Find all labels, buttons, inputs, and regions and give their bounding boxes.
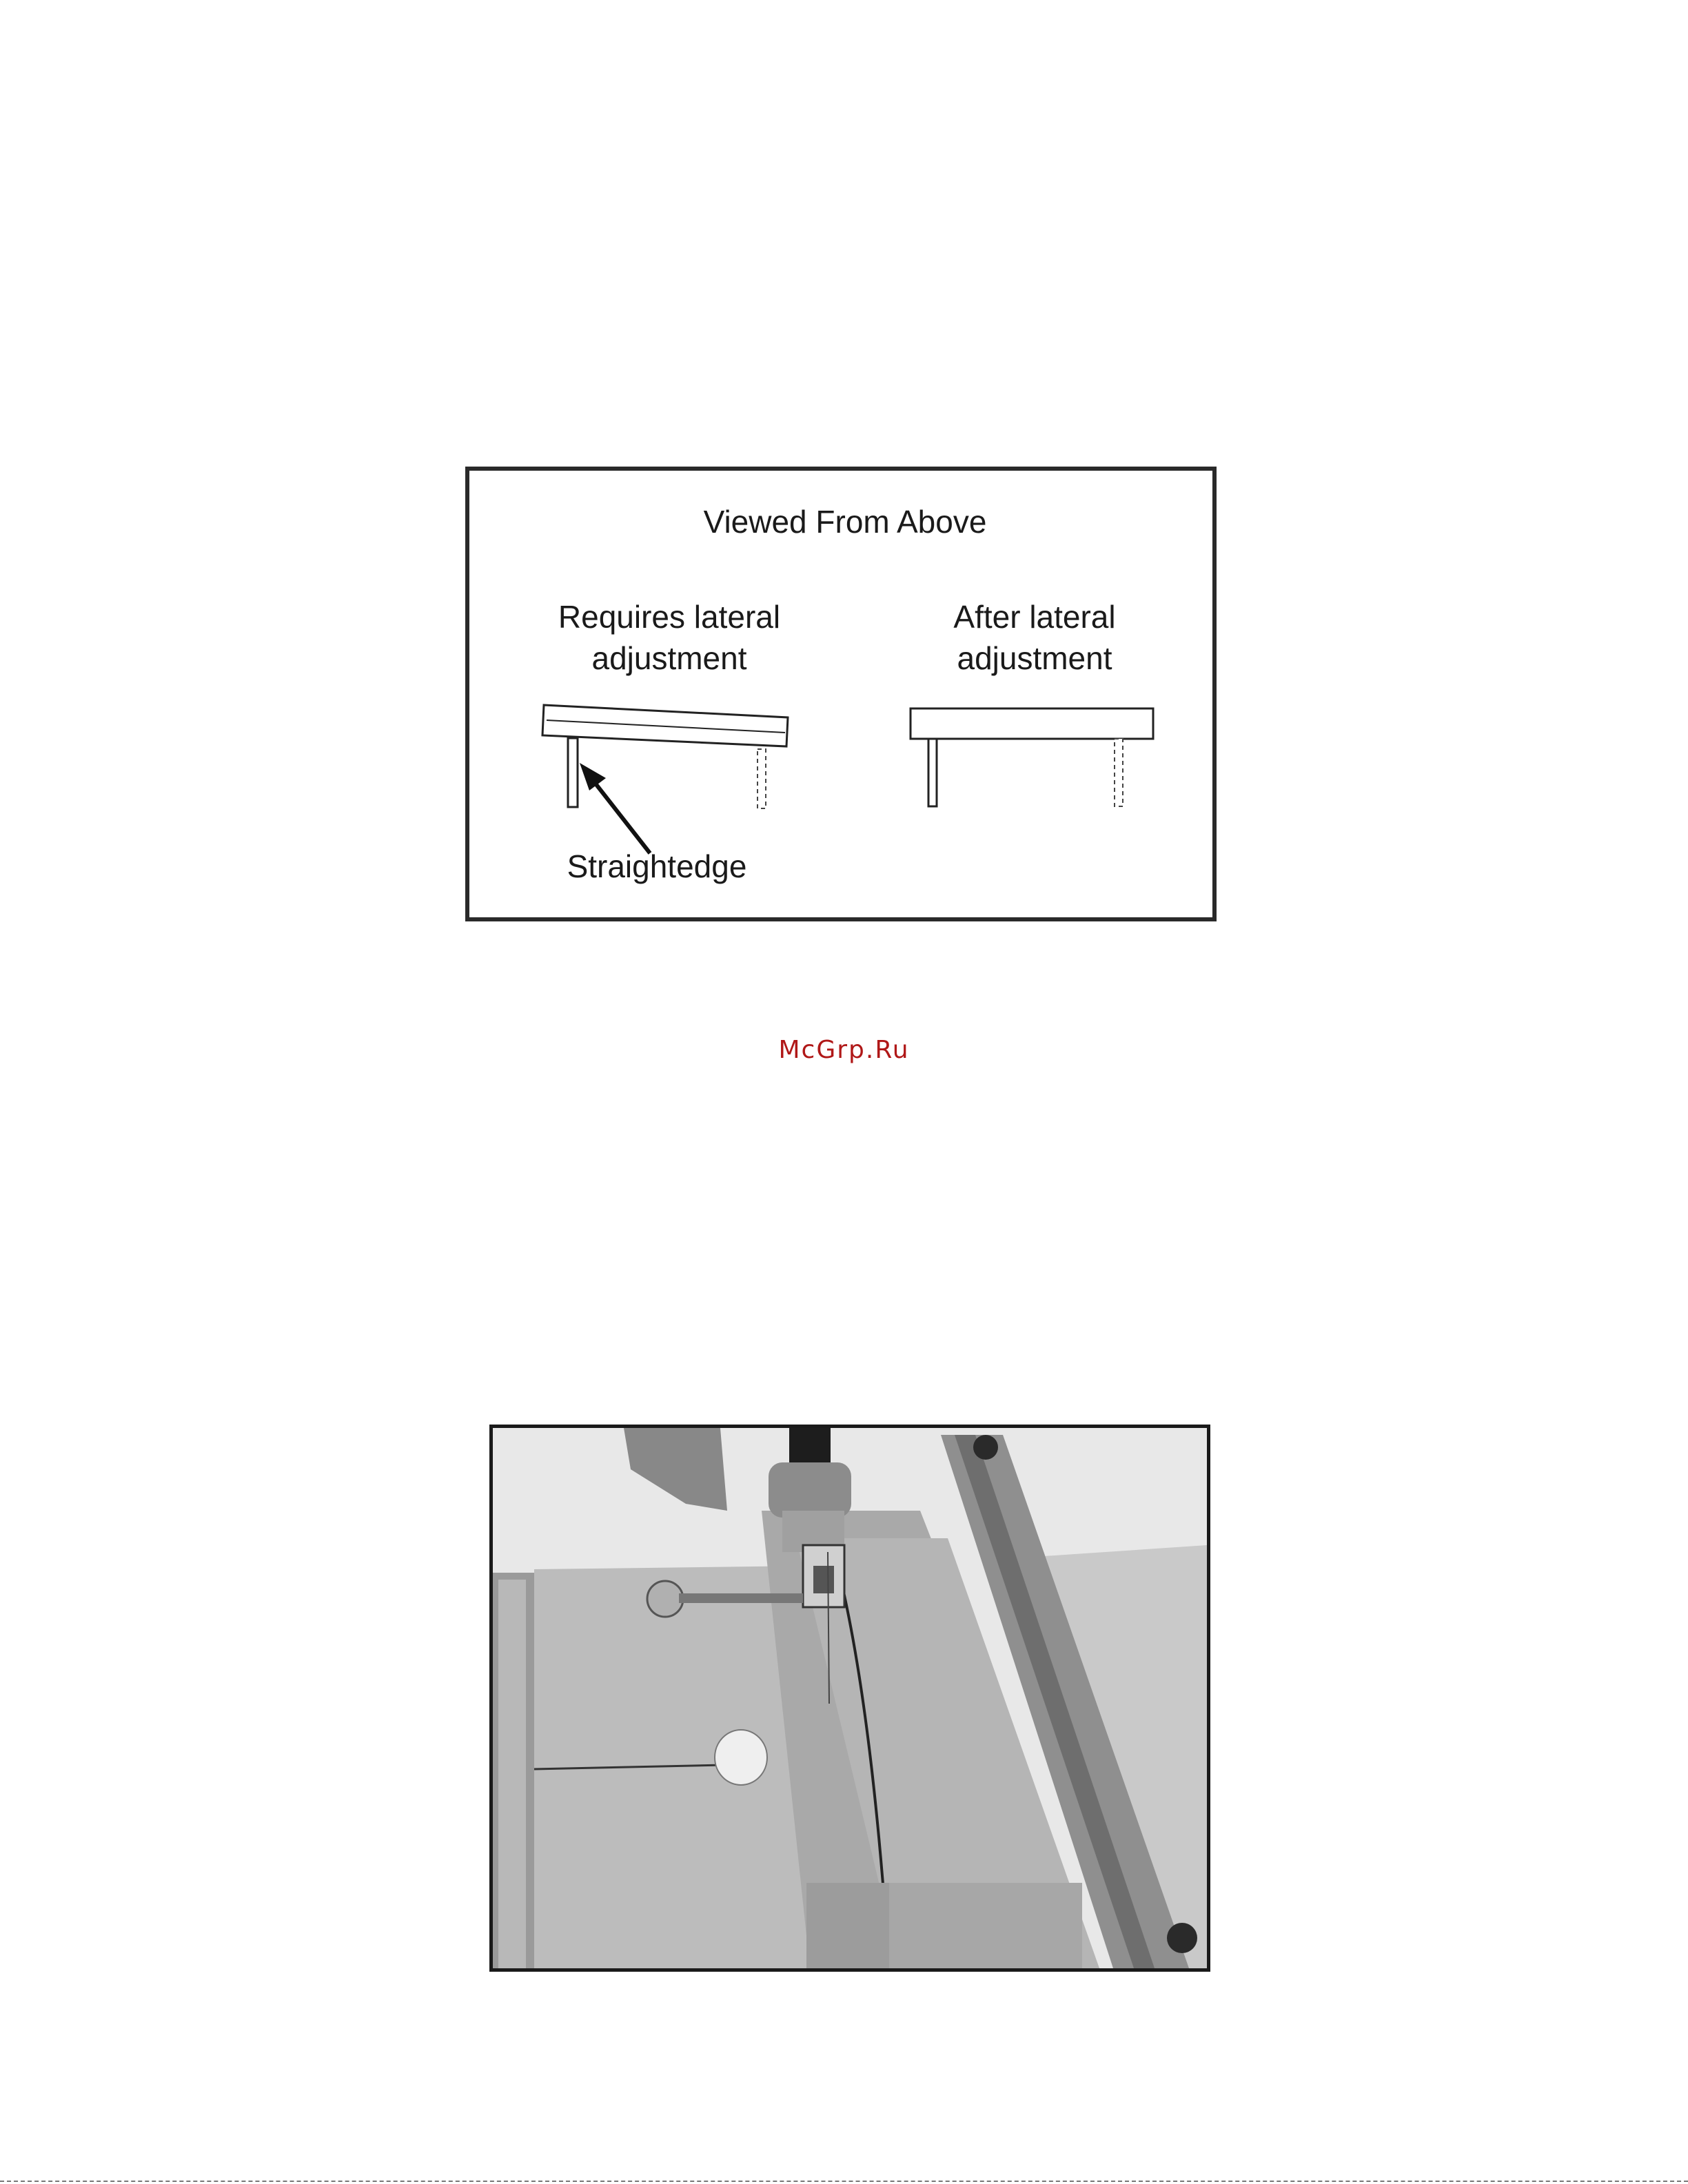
- aligned-fence-shape: [911, 708, 1153, 739]
- misaligned-fence-shape: [542, 705, 788, 746]
- right-label-line2: adjustment: [957, 640, 1112, 676]
- arrow-icon: [580, 763, 650, 853]
- bandsaw-photo: [489, 1425, 1210, 1972]
- right-label-line1: After lateral: [953, 599, 1116, 635]
- straightedge-label: Straightedge: [567, 848, 747, 884]
- lateral-adjustment-diagram: [465, 467, 1217, 921]
- diagram-title: Viewed From Above: [703, 504, 987, 540]
- page-footer-rule: [0, 2181, 1688, 2182]
- straightedge-solid-right: [928, 739, 937, 806]
- left-label-line1: Requires lateral: [558, 599, 781, 635]
- diagram-canvas: [469, 471, 1221, 926]
- left-label-line2: adjustment: [591, 640, 747, 676]
- straightedge-solid-left: [568, 738, 578, 807]
- watermark-text: McGrp.Ru: [778, 1036, 910, 1064]
- straightedge-hidden-left: [757, 749, 766, 808]
- straightedge-hidden-right: [1115, 739, 1123, 806]
- bandsaw-resaw-photo-icon: [493, 1428, 1207, 1968]
